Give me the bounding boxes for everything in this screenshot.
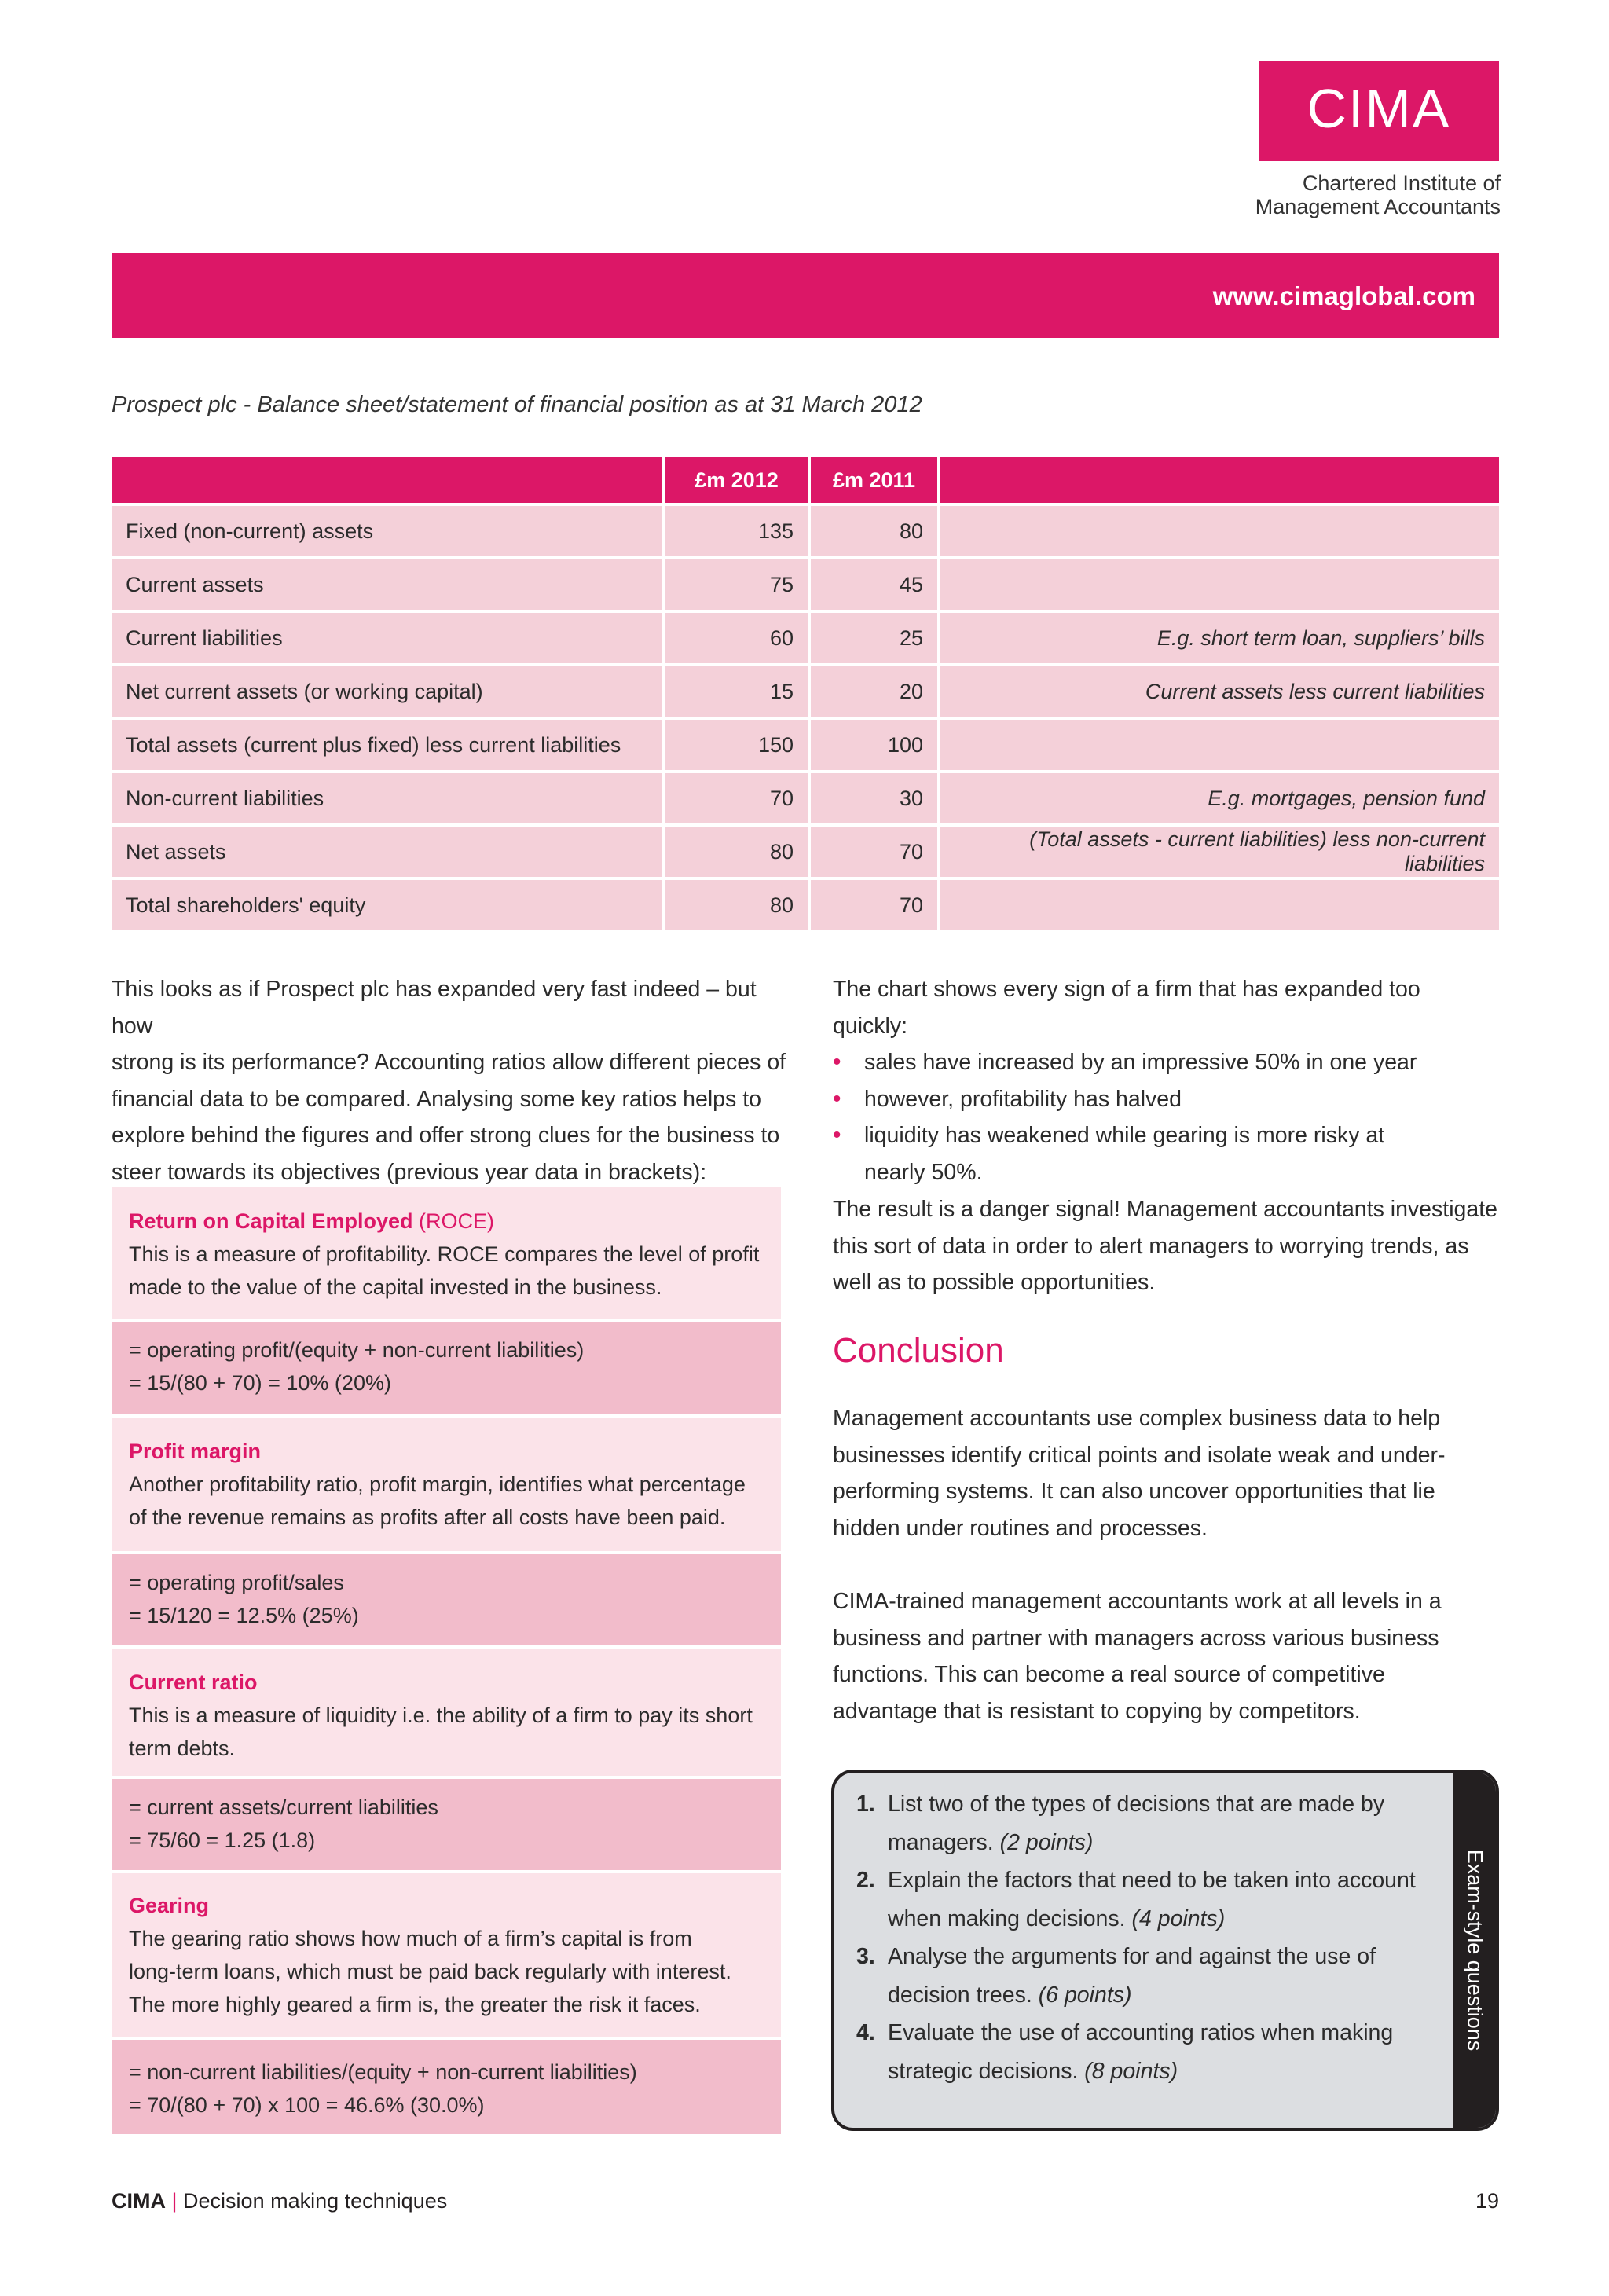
value-2012: 80 (665, 880, 811, 930)
right-intro-text: The chart shows every sign of a firm that has expanded too quickly: (833, 977, 1420, 1039)
ratio-gearing-title: Gearing (129, 1894, 210, 1917)
value-2012: 75 (665, 559, 811, 610)
bullet-item (833, 1081, 1501, 1118)
row-label: Fixed (non-current) assets (112, 506, 665, 556)
left-intro-paragraph (112, 971, 803, 1190)
value-2012: 80 (665, 827, 811, 877)
logo-wordmark: CIMA (1307, 78, 1451, 139)
result-line: this sort of data in order to alert managers to worrying trends, as (833, 1233, 1469, 1259)
question-points: (6 points) (1038, 1982, 1132, 2008)
conclusion-line: performing systems. It can also uncover opportunities that lie (833, 1479, 1435, 1504)
ratio-formula-line: = current assets/current liabilities (129, 1795, 438, 1819)
logo-subtitle (1241, 171, 1501, 218)
bullet-text: however, profitability has halved (864, 1086, 1182, 1112)
conclusion-line: advantage that is resistant to copying by competitors. (833, 1698, 1361, 1724)
value-2012: 150 (665, 720, 811, 770)
question-text-line2 (888, 1900, 1422, 1938)
question-text: Analyse the arguments for and against the use of (888, 1944, 1376, 1969)
value-2011: 30 (811, 773, 940, 823)
table-row (112, 773, 1499, 823)
value-2012: 135 (665, 506, 811, 556)
question-number: 3. (856, 1944, 875, 1969)
ratio-roce-title: Return on Capital Employed (129, 1209, 413, 1233)
conclusion-line: functions. This can become a real source of competitive (833, 1662, 1385, 1687)
ratio-desc-line: term debts. (129, 1737, 236, 1760)
row-label: Total shareholders' equity (112, 880, 665, 930)
row-note: (Total assets - current liabilities) less non-current liabilities (940, 827, 1499, 877)
exam-question (856, 1785, 1422, 1861)
question-text-line2 (888, 1824, 1422, 1862)
table-row (112, 613, 1499, 663)
row-note (940, 720, 1499, 770)
conclusion-paragraph-1 (833, 1400, 1501, 1546)
ratio-desc-line: The gearing ratio shows how much of a firm’s capital is from (129, 1927, 692, 1950)
question-text: Explain the factors that need to be taken into account (888, 1868, 1416, 1893)
ratio-profit-margin-formula (112, 1554, 781, 1645)
table-caption: Prospect plc - Balance sheet/statement of financial position as at 31 March 2012 (112, 392, 922, 417)
left-intro-line: financial data to be compared. Analysing some key ratios helps to (112, 1086, 761, 1112)
bullet-icon: • (833, 1085, 841, 1112)
footer (112, 2189, 447, 2213)
ratio-roce-abbr: (ROCE) (412, 1209, 495, 1233)
exam-question-list (856, 1785, 1422, 2090)
right-intro (833, 971, 1501, 1190)
question-number: 1. (856, 1792, 875, 1817)
ratio-desc-line: made to the value of the capital invested in the business. (129, 1275, 662, 1299)
row-label: Current assets (112, 559, 665, 610)
conclusion-paragraph-2 (833, 1583, 1501, 1729)
question-text: strategic decisions. (888, 2058, 1079, 2084)
ratio-formula-line: = 15/120 = 12.5% (25%) (129, 1604, 359, 1627)
table-row (112, 559, 1499, 610)
ratio-roce-description (112, 1187, 781, 1319)
header-banner (112, 253, 1499, 338)
ratio-desc-line: This is a measure of profitability. ROCE compares the level of profit (129, 1242, 760, 1266)
ratio-formula-line: = 15/(80 + 70) = 10% (20%) (129, 1371, 391, 1395)
value-2011: 70 (811, 880, 940, 930)
question-text-line2 (888, 2052, 1422, 2091)
conclusion-line: business and partner with managers across various business (833, 1625, 1439, 1651)
header-note (940, 457, 1499, 503)
row-note: E.g. short term loan, suppliers’ bills (940, 613, 1499, 663)
table-row (112, 720, 1499, 770)
question-points: (8 points) (1084, 2058, 1178, 2084)
bullet-text: sales have increased by an impressive 50% in one year (864, 1050, 1417, 1075)
ratio-desc-line: Another profitability ratio, profit margin, identifies what percentage (129, 1473, 746, 1496)
conclusion-line: hidden under routines and processes. (833, 1515, 1208, 1541)
left-intro-line: This looks as if Prospect plc has expanded very fast indeed – but how (112, 977, 757, 1039)
question-number: 4. (856, 2020, 875, 2045)
left-intro-line: strong is its performance? Accounting ratios allow different pieces of (112, 1050, 786, 1075)
ratio-formula-line: = 70/(80 + 70) x 100 = 46.6% (30.0%) (129, 2093, 485, 2117)
question-number: 2. (856, 1868, 875, 1893)
row-note (940, 506, 1499, 556)
ratio-profit-margin-description (112, 1418, 781, 1551)
table-row (112, 880, 1499, 930)
ratio-desc-line: The more highly geared a firm is, the greater the risk it faces. (129, 1993, 701, 2016)
left-intro-line: steer towards its objectives (previous year data in brackets): (112, 1159, 707, 1185)
ratio-formula-line: = 75/60 = 1.25 (1.8) (129, 1828, 316, 1852)
row-note (940, 559, 1499, 610)
bullet-icon: • (833, 1049, 841, 1075)
bullet-text: liquidity has weakened while gearing is more risky at (864, 1123, 1385, 1148)
conclusion-line: businesses identify critical points and isolate weak and under- (833, 1442, 1446, 1468)
bullet-item (833, 1044, 1501, 1081)
result-paragraph (833, 1191, 1501, 1301)
row-label: Net current assets (or working capital) (112, 666, 665, 717)
question-text: Evaluate the use of accounting ratios when making (888, 2020, 1394, 2045)
conclusion-line: Management accountants use complex business data to help (833, 1406, 1441, 1431)
logo-subtitle-line1: Chartered Institute of (1302, 171, 1501, 195)
conclusion-heading: Conclusion (833, 1331, 1004, 1370)
footer-brand: CIMA (112, 2189, 166, 2213)
row-note: Current assets less current liabilities (940, 666, 1499, 717)
row-note: E.g. mortgages, pension fund (940, 773, 1499, 823)
ratio-current-ratio-formula (112, 1779, 781, 1870)
ratio-roce-title-row (129, 1205, 764, 1238)
question-points: (4 points) (1131, 1905, 1226, 1931)
exam-tab (1453, 1773, 1496, 2128)
bullet-text: nearly 50%. (864, 1159, 983, 1185)
ratio-desc-line: of the revenue remains as profits after all costs have been paid. (129, 1506, 726, 1529)
ratio-formula-line: = operating profit/(equity + non-current liabilities) (129, 1338, 585, 1362)
footer-title: Decision making techniques (183, 2189, 448, 2213)
header-2011: £m 2011 (811, 457, 940, 503)
row-label: Net assets (112, 827, 665, 877)
question-text-line2 (888, 1976, 1422, 2015)
row-note (940, 880, 1499, 930)
question-text: when making decisions. (888, 1905, 1126, 1931)
row-label: Total assets (current plus fixed) less current liabilities (112, 720, 665, 770)
bullet-continuation (833, 1154, 1501, 1191)
exam-tab-label: Exam-style questions (1463, 1849, 1487, 2052)
ratio-desc-line: long-term loans, which must be paid back regularly with interest. (129, 1960, 731, 1983)
ratio-formula-line: = operating profit/sales (129, 1571, 344, 1594)
exam-question (856, 1861, 1422, 1938)
result-line: The result is a danger signal! Management accountants investigate (833, 1197, 1497, 1222)
question-text: decision trees. (888, 1982, 1032, 2008)
value-2012: 15 (665, 666, 811, 717)
value-2011: 45 (811, 559, 940, 610)
ratio-desc-line: This is a measure of liquidity i.e. the ability of a firm to pay its short (129, 1704, 753, 1727)
exam-question (856, 1938, 1422, 2014)
ratio-current-ratio-title: Current ratio (129, 1671, 258, 1694)
header-label (112, 457, 665, 503)
exam-questions-box (831, 1770, 1499, 2131)
row-label: Non-current liabilities (112, 773, 665, 823)
ratio-gearing-description (112, 1873, 781, 2037)
value-2011: 25 (811, 613, 940, 663)
header-2012: £m 2012 (665, 457, 811, 503)
table-row (112, 506, 1499, 556)
value-2011: 20 (811, 666, 940, 717)
result-line: well as to possible opportunities. (833, 1270, 1156, 1295)
ratio-gearing-formula (112, 2040, 781, 2134)
table-row (112, 827, 1499, 877)
bullet-icon: • (833, 1122, 841, 1148)
row-label: Current liabilities (112, 613, 665, 663)
balance-sheet-table (112, 454, 1499, 933)
logo-subtitle-line2: Management Accountants (1255, 195, 1501, 218)
ratio-current-ratio-description (112, 1649, 781, 1776)
table-row (112, 666, 1499, 717)
value-2011: 80 (811, 506, 940, 556)
ratio-formula-line: = non-current liabilities/(equity + non-current liabilities) (129, 2060, 637, 2084)
value-2012: 70 (665, 773, 811, 823)
question-text: managers. (888, 1829, 994, 1855)
ratio-profit-margin-title: Profit margin (129, 1440, 262, 1463)
footer-separator: | (171, 2189, 178, 2213)
bullet-item (833, 1117, 1501, 1154)
question-text: List two of the types of decisions that are made by (888, 1792, 1385, 1817)
exam-question (856, 2014, 1422, 2090)
conclusion-line: CIMA-trained management accountants work at all levels in a (833, 1589, 1442, 1614)
website-link[interactable]: www.cimaglobal.com (1212, 281, 1475, 310)
ratio-roce-formula (112, 1322, 781, 1414)
question-points: (2 points) (999, 1829, 1094, 1855)
table-header-row (112, 457, 1499, 503)
summary-bullets (833, 1044, 1501, 1190)
value-2012: 60 (665, 613, 811, 663)
left-intro-line: explore behind the figures and offer strong clues for the business to (112, 1123, 780, 1148)
value-2011: 70 (811, 827, 940, 877)
page-number: 19 (1475, 2189, 1499, 2213)
value-2011: 100 (811, 720, 940, 770)
